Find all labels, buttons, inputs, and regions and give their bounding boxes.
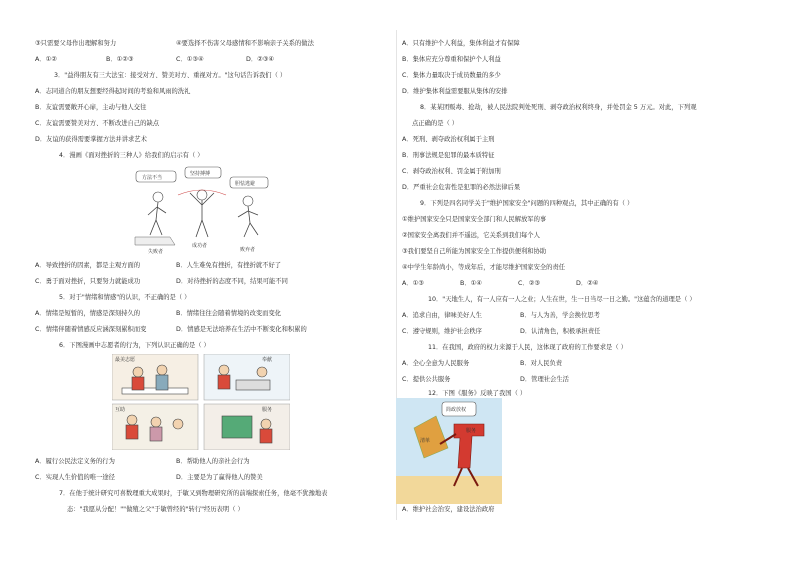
q6-option-c: C．实现人生价值的唯一途径 <box>35 474 115 481</box>
q6-option-b: B．帮助他人的亲社会行为 <box>176 458 250 465</box>
q9-choice-b: B．①④ <box>460 280 482 287</box>
q4-option-c: C．勇于面对挫折，只要努力就能成功 <box>35 278 141 285</box>
q5-option-b: B．情绪往往会随着情境的改变而变化 <box>176 310 282 317</box>
q8-stem-line2: 点正确的是（ ） <box>412 120 459 127</box>
q3-option-b: B．友谊需要敞开心扉，主动与他人交往 <box>35 104 147 111</box>
fig1-label-d: 失败者 <box>148 249 164 255</box>
fig3-label-a: 简政放权 <box>446 407 467 413</box>
q7-option-c: C．集体力量取决于成员数量的多少 <box>402 72 501 79</box>
fig2-label-d: 服务 <box>262 407 273 413</box>
fig2-label-b: 奉献 <box>262 357 273 363</box>
fig1-label-a: 方法不当 <box>142 175 163 181</box>
q3-option-d: D．友谊的获得需要掌握方法并讲求艺术 <box>35 136 147 143</box>
q3-stem: 3．"益得朋友有三大法宝：接受对方、赞美对方、重视对方。"这句话告诉我们（ ） <box>54 72 287 79</box>
fig3-label-c: 服务 <box>466 428 477 434</box>
q12-stem: 12．下图《服务》反映了我国（ ） <box>428 390 527 397</box>
q11-option-a: A．全心全意为人民服务 <box>402 360 470 367</box>
q3-option-c: C．友谊需要赞美对方、不断改进自己的缺点 <box>35 120 160 127</box>
q10-option-d: D．认清角色，积极承担责任 <box>520 328 601 335</box>
q9-statement-2: ②国家安全离我们并不遥远，它关系到我们每个人 <box>402 232 540 239</box>
q7-option-a: A．只有维护个人利益，集体利益才有保障 <box>402 40 520 47</box>
fig1-label-e: 成功者 <box>192 243 208 249</box>
q6-option-a: A．履行公民法定义务的行为 <box>35 458 115 465</box>
q7-option-d: D．维护集体利益需要服从集体的安排 <box>402 88 508 95</box>
fig1-label-c: 胆怯逃避 <box>235 181 256 187</box>
q10-option-a: A．追求自由，律味美好人生 <box>402 312 482 319</box>
q8-option-c: C．剥夺政治权利、罚金属于附加刑 <box>402 168 501 175</box>
q9-statement-3: ③我们要坚自己所能为国家安全工作提供便利和协助 <box>402 248 547 255</box>
q2-choice-b: B．①②③ <box>106 56 134 63</box>
q11-stem: 11．在我国，政府的权力来源于人民，这体现了政府的工作要求是（ ） <box>428 344 627 351</box>
q5-option-d: D．情感是无法培养在生活中不断变化和积累的 <box>176 326 307 333</box>
fig1-label-b: 坚持搏搏 <box>190 171 211 177</box>
fig1-label-f: 败弃者 <box>240 247 256 253</box>
q11-option-d: D．管理社会生活 <box>520 376 569 383</box>
q4-option-b: B．人生难免有挫折，有挫折就不好了 <box>176 262 282 269</box>
q5-option-c: C．情绪伴随着情感反应涵深刻累积而变 <box>35 326 147 333</box>
q9-choice-d: D．②④ <box>576 280 599 287</box>
q2-choice-d: D．②③④ <box>246 56 275 63</box>
q8-stem-line1: 8．某某团贩毒、抢劫，被人民法院判处死刑、剥夺政治权利终身，并处罚金 5 万元。对此，下列观 <box>420 104 697 111</box>
q5-option-a: A．情绪是短暂的，情感是深刻持久的 <box>35 310 141 317</box>
q9-choice-c: C．②③ <box>518 280 540 287</box>
q6-option-d: D．主要是为了赢得他人的赞美 <box>176 474 263 481</box>
q3-option-a: A．志同道合的朋友想要经得起时间的考验和风雨的洗礼 <box>35 88 191 95</box>
q6-stem: 6．下图漫画中志愿者的行为，下列认识正确的是（ ） <box>59 342 210 349</box>
q4-option-d: D．对待挫折的态度不同，结果可能不同 <box>176 278 288 285</box>
q9-statement-4: ④中学生年龄尚小，等成年后，才能尽维护国家安全的责任 <box>402 264 566 271</box>
q9-choice-a: A．①③ <box>402 280 424 287</box>
q2-option-3: ③只需要父母作出理解和努力 <box>35 40 117 47</box>
q7-stem-line2: 态："我愿从分配！""做殖之父"于敏曾经的"转行"经历表明（ ） <box>67 506 244 513</box>
q9-statement-1: ①维护国家安全只是国家安全部门和人民解放军的事 <box>402 216 547 223</box>
fig2-label-c: 互助 <box>115 407 126 413</box>
q2-choice-a: A．①② <box>35 56 57 63</box>
q2-choice-c: C．①③④ <box>176 56 204 63</box>
q8-option-a: A．死刑、剥夺政治权利属于主刑 <box>402 136 495 143</box>
q4-option-a: A．导致挫折的因素，都是主观方面的 <box>35 262 141 269</box>
fig2-label-a: 最美志愿 <box>115 357 136 363</box>
q7-stem-line1: 7．在他于统计研究可喜数理重大成果时，于敏又到物理研究所的前端探索任务，他毫不犹豫地表 <box>59 490 328 497</box>
q10-stem: 10．"天地生人，有一人应有一人之业；人生在世，生一日当尽一日之勤。"这蕴含的道理是（ ） <box>428 296 696 303</box>
q8-option-d: D．严重社会危害性是犯罪的必然法律后果 <box>402 184 521 191</box>
service-cartoon <box>396 398 502 504</box>
q10-option-b: B．与人为善，学会换位思考 <box>520 312 600 319</box>
volunteer-cartoon <box>112 354 290 450</box>
q10-option-c: C．遵守规则，维护社会秩序 <box>402 328 482 335</box>
q2-option-4: ④要选择不伤害父母感情和不影响亲子关系的做法 <box>176 40 314 47</box>
q12-option-a: A．维护社会治安，建设法治政府 <box>402 506 495 513</box>
fig3-label-b: 清单 <box>420 438 431 444</box>
q7-option-b: B．集体应充分尊重和保护个人利益 <box>402 56 501 63</box>
q5-stem: 5．对于"情绪和情感"的认识，不正确的是（ ） <box>59 294 191 301</box>
q11-option-b: B．对人民负责 <box>520 360 563 367</box>
setback-cartoon <box>130 165 275 255</box>
q11-option-c: C．提供公共服务 <box>402 376 451 383</box>
q4-stem: 4．漫画《面对挫折的三种人》给我们的启示有（ ） <box>59 152 204 159</box>
q9-stem: 9．下列是四名同学关于"维护国家安全"问题的四种观点，其中正确的有（ ） <box>420 200 634 207</box>
q8-option-b: B．刑事法规是犯罪的最本质特征 <box>402 152 495 159</box>
